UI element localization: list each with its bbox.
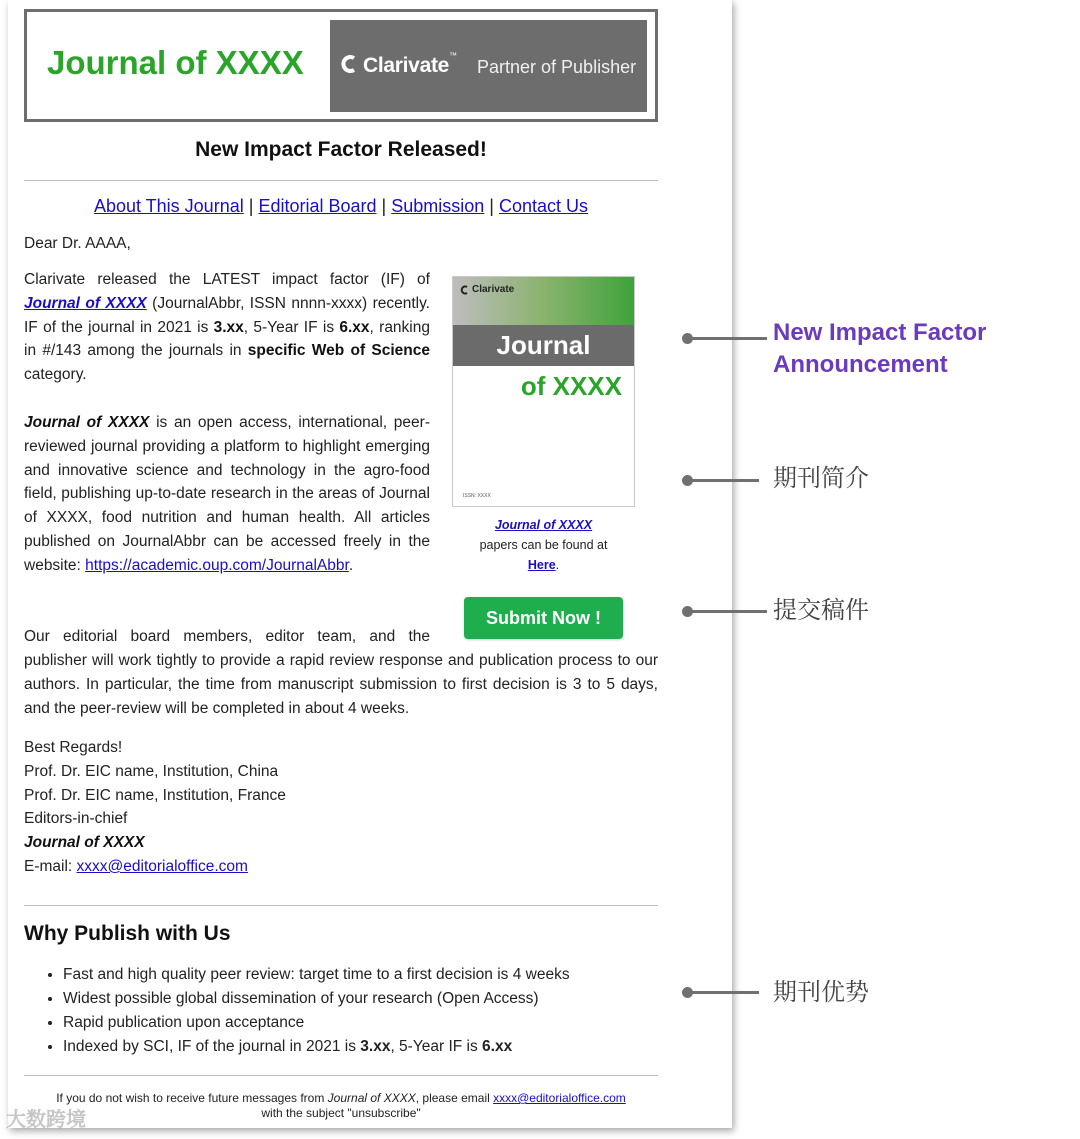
nav-about-link[interactable]: About This Journal [93, 196, 244, 216]
cover-title-line1: Journal [453, 325, 634, 366]
signature-block: Best Regards! Prof. Dr. EIC name, Institution, China Prof. Dr. EIC name, Institution, France Editors-in-chief Journal of XXXX E-mail: xxxx@editorialoffice.com [24, 736, 658, 879]
annotation-line [687, 991, 759, 994]
journal-nav [24, 196, 658, 217]
nav-submission-link[interactable]: Submission [391, 196, 485, 216]
nav-contact-link[interactable]: Contact Us [499, 196, 589, 216]
eic-line: Prof. Dr. EIC name, Institution, France [24, 786, 286, 804]
unsubscribe-footer: If you do not wish to receive future messages from Journal of XXXX, please email xxxx@editorialoffice.com with the subject "unsubscribe" [56, 1091, 626, 1120]
editorial-paragraph: publisher will work tightly to provide a rapid review response and publication process to our authors. In particular, the time from manuscript submission to first decision is 3 to 5 days, and the peer-review will be completed in about 4 weeks. [24, 652, 658, 717]
journal-link[interactable]: Journal of XXXX [24, 294, 147, 312]
if-value: 3.xx [213, 318, 244, 336]
trademark-symbol: ™ [449, 51, 457, 60]
eic-line: Prof. Dr. EIC name, Institution, China [24, 762, 279, 780]
unsubscribe-email-link[interactable]: xxxx@editorialoffice.com [493, 1091, 626, 1105]
nav-separator: | [381, 196, 387, 216]
benefits-list [63, 963, 570, 1059]
closing-text: Best Regards! [24, 739, 123, 756]
annotation-journal-intro: 期刊简介 [773, 464, 869, 492]
annotation-line [687, 610, 767, 613]
cover-header [453, 277, 634, 325]
cover-caption: Journal of XXXX papers can be found at Here. [479, 518, 608, 572]
annotation-advantages: 期刊优势 [773, 978, 869, 1006]
list-item: • Fast and high quality peer review: target time to a first decision is 4 weeks [63, 963, 570, 987]
editorial-paragraph-first-line: Our editorial board members, editor team, and the [24, 628, 430, 645]
list-item: • Rapid publication upon acceptance [63, 1011, 570, 1035]
cover-brand: Clarivate [472, 284, 515, 295]
journal-name: Journal of XXXX [24, 414, 150, 431]
divider [24, 905, 658, 906]
cover-title-line2: of XXXX [520, 371, 622, 401]
journal-cover-image[interactable] [452, 276, 635, 507]
annotation-submission: 提交稿件 [773, 596, 869, 624]
annotation-impact-factor: New Impact Factor Announcement [773, 319, 987, 378]
nav-editorial-board-link[interactable]: Editorial Board [258, 196, 377, 216]
caption-journal-link[interactable]: Journal of XXXX [494, 518, 593, 532]
journal-banner [24, 9, 658, 122]
watermark-logo: 大数跨境 [6, 1107, 86, 1131]
email-body [8, 0, 732, 1128]
partner-of-publisher-text: Partner of Publisher [477, 57, 637, 77]
editorial-email-link[interactable]: xxxx@editorialoffice.com [76, 857, 248, 875]
about-paragraph: Journal of XXXX is an open access, international, peer-reviewed journal providing a platform to highlight emerging and innovative science and technology in the agro-food field, publishing up-to-date research in the areas of Journal of XXXX, food nutrition and human health. All articles published on JournalAbbr can be accessed freely in the website: https://academic.oup.com/JournalAbbr. [24, 414, 430, 574]
wos-category: specific Web of Science [247, 342, 430, 360]
signature-journal: Journal of XXXX [24, 834, 145, 852]
annotation-line [687, 479, 759, 482]
clarivate-logo-icon [340, 54, 360, 74]
list-item: • Indexed by SCI, IF of the journal in 2021 is 3.xx, 5-Year IF is 6.xx [63, 1035, 570, 1059]
submit-now-button[interactable]: Submit Now ! [464, 597, 623, 639]
list-item: • Widest possible global dissemination of your research (Open Access) [63, 987, 570, 1011]
nav-separator: | [489, 196, 494, 216]
divider [24, 1075, 658, 1076]
partner-badge [330, 20, 647, 112]
annotation-line [687, 337, 767, 340]
greeting: Dear Dr. AAAA, [24, 235, 131, 252]
page-title: New Impact Factor Released! [195, 138, 487, 161]
journal-website-link[interactable]: https://academic.oup.com/JournalAbbr [85, 556, 349, 574]
nav-separator: | [248, 196, 254, 216]
why-publish-heading: Why Publish with Us [24, 922, 231, 945]
banner-journal-title: Journal of XXXX [47, 44, 304, 81]
clarivate-wordmark: Clarivate [363, 54, 450, 77]
intro-paragraph: Clarivate released the LATEST impact factor (IF) of Journal of XXXX (JournalAbbr, ISSN nnnn-xxxx) recently. IF of the journal in 2021 is 3.xx, 5-Year IF is 6.xx, ranking in #/143 among the journals in specific Web of Science category. [24, 271, 430, 384]
clarivate-logo-icon [460, 285, 470, 295]
divider [24, 180, 658, 181]
here-link[interactable]: Here [527, 558, 556, 572]
five-year-if-value: 6.xx [339, 318, 370, 336]
role-text: Editors-in-chief [24, 810, 128, 828]
cover-issn: ISSN: XXXX [463, 493, 491, 499]
